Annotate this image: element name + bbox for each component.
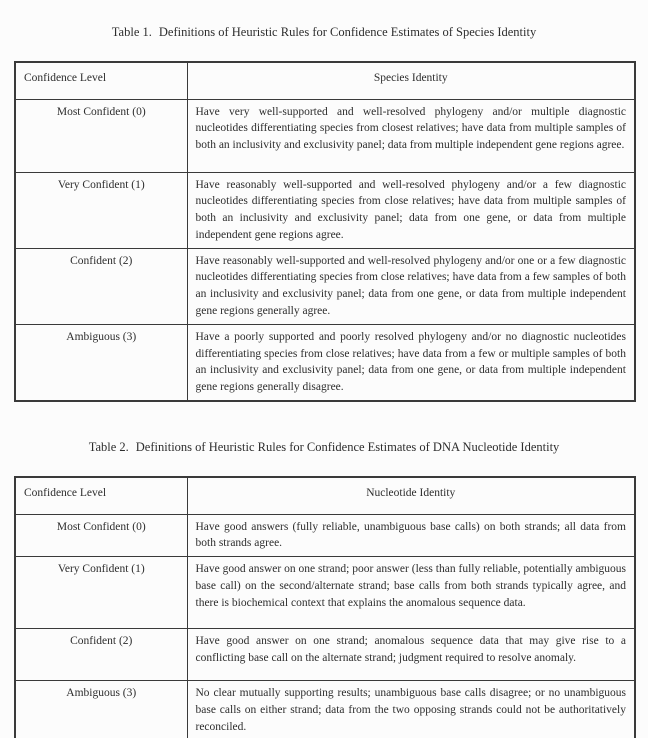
definition-cell: Have reasonably well-supported and well-resolved phylogeny and/or a few diagnostic nucleotides differentiating species from close relatives; have data from multiple samples of both an inclusivity and exclusivity panel; data from one gene, or data from multiple independent gene regions agree. bbox=[187, 172, 635, 248]
table-row bbox=[15, 324, 635, 401]
table-row bbox=[15, 248, 635, 324]
table-row bbox=[15, 99, 635, 172]
confidence-level-cell: Most Confident (0) bbox=[15, 99, 187, 172]
table-1 bbox=[14, 61, 636, 402]
table-2-caption-text: Definitions of Heuristic Rules for Confidence Estimates of DNA Nucleotide Identity bbox=[135, 440, 560, 455]
definition-cell: Have good answers (fully reliable, unambiguous base calls) on both strands; all data from both strands agree. bbox=[187, 514, 635, 557]
table-2-header-row bbox=[15, 477, 635, 514]
confidence-level-cell: Most Confident (0) bbox=[15, 514, 187, 557]
table-2 bbox=[14, 476, 636, 738]
confidence-level-cell: Very Confident (1) bbox=[15, 557, 187, 629]
table-2-caption bbox=[0, 402, 648, 455]
table-1-species-identity-header: Species Identity bbox=[187, 62, 635, 99]
confidence-level-cell: Confident (2) bbox=[15, 248, 187, 324]
table-row bbox=[15, 172, 635, 248]
definition-cell: Have good answer on one strand; anomalous sequence data that may give rise to a conflicting base call on the alternate strand; judgment required to resolve anomaly. bbox=[187, 629, 635, 681]
definition-cell: Have a poorly supported and poorly resolved phylogeny and/or no diagnostic nucleotides differentiating species from close relatives; have data from a few or multiple samples of both an inclusivity and exclusivity panel; data from one gene, or data from multiple independent gene regions generally disagree. bbox=[187, 324, 635, 401]
table-1-caption-label: Table 1. bbox=[111, 25, 152, 39]
confidence-level-cell: Confident (2) bbox=[15, 629, 187, 681]
table-1-caption-text: Definitions of Heuristic Rules for Confidence Estimates of Species Identity bbox=[158, 25, 537, 39]
table-2-confidence-level-header: Confidence Level bbox=[15, 477, 187, 514]
table-2-caption-label: Table 2. bbox=[88, 440, 129, 455]
confidence-level-cell: Ambiguous (3) bbox=[15, 324, 187, 401]
confidence-level-cell: Ambiguous (3) bbox=[15, 681, 187, 738]
table-1-header-row bbox=[15, 62, 635, 99]
definition-cell: No clear mutually supporting results; unambiguous base calls disagree; or no unambiguous base calls on either strand; data from the two opposing strands could not be authoritatively reconciled. bbox=[187, 681, 635, 738]
definition-cell: Have good answer on one strand; poor answer (less than fully reliable, potentially ambiguous base call) on the second/alternate strand; base calls from both strands typically agree, and there is biochemical context that explains the anomalous sequence data. bbox=[187, 557, 635, 629]
confidence-level-cell: Very Confident (1) bbox=[15, 172, 187, 248]
table-row bbox=[15, 514, 635, 557]
table-2-nucleotide-identity-header: Nucleotide Identity bbox=[187, 477, 635, 514]
table-row bbox=[15, 681, 635, 738]
table-1-confidence-level-header: Confidence Level bbox=[15, 62, 187, 99]
definition-cell: Have reasonably well-supported and well-resolved phylogeny and/or one or a few diagnostic nucleotides differentiating species from close relatives; have data from a few samples of both an inclusivity and exclusivity panel; data from one gene, or data from multiple independent gene regions generally agree. bbox=[187, 248, 635, 324]
table-row bbox=[15, 629, 635, 681]
table-row bbox=[15, 557, 635, 629]
table-1-caption bbox=[0, 0, 648, 40]
definition-cell: Have very well-supported and well-resolved phylogeny and/or multiple diagnostic nucleotides differentiating species from closest relatives; have data from multiple samples of both an inclusivity and exclusivity panel; data from multiple independent gene regions agree. bbox=[187, 99, 635, 172]
